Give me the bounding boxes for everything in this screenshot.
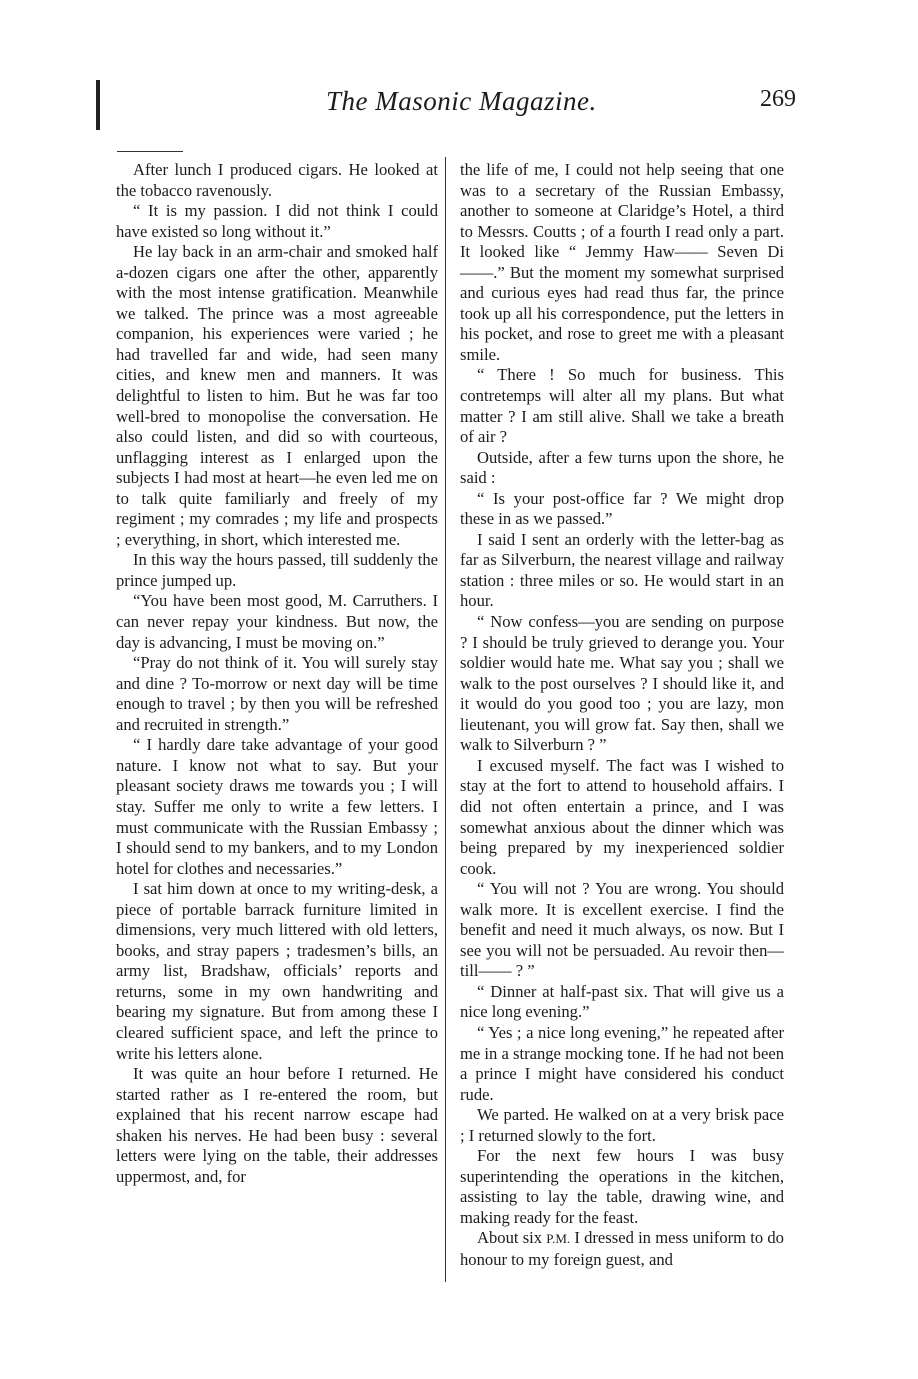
paragraph: “ Is your post-office far ? We might drop these in as we passed.”	[460, 488, 784, 529]
paragraph: He lay back in an arm-chair and smoked half a-dozen cigars one after the other, apparently with the most intense gratification. Meanwhile we talked. The prince was a most agreeable companion, his experiences were varied ; he had travelled far and wide, had seen many cities, and knew men and manners. It was delightful to listen to him. But he was far too well-bred to monopolise the conversation. He also could listen, and did so with courteous, unflagging interest as I enlarged upon the subjects I had most at heart—he even led me on to talk quite familiarly and freely of my regiment ; my comrades ; my life and prospects ; everything, in short, which interested me.	[116, 242, 438, 549]
paragraph: After lunch I produced cigars. He looked at the tobacco ravenously.	[116, 160, 438, 200]
paragraph: “ I hardly dare take advantage of your good nature. I know not what to say. But your pleasant society draws me towards you ; I will stay. Suffer me only to write a few letters. I must communicate with the Russian Embassy ; I should send to my bankers, and to my London hotel for clothes and necessaries.”	[116, 735, 438, 878]
running-head	[0, 80, 918, 120]
time-abbreviation: P.M.	[546, 1231, 571, 1247]
left-column	[116, 160, 438, 1187]
paragraph: In this way the hours passed, till suddenly the prince jumped up.	[116, 550, 438, 590]
text-fragment: About six	[477, 1228, 543, 1248]
paragraph: “You have been most good, M. Carruthers. I can never repay your kindness. But now, the day is advancing, I must be moving on.”	[116, 591, 438, 652]
paragraph: “Pray do not think of it. You will surely stay and dine ? To-morrow or next day will be time enough to travel ; by then you will be refreshed and recruited in strength.”	[116, 653, 438, 734]
paragraph: Outside, after a few turns upon the shore, he said :	[460, 447, 784, 488]
paragraph: “ Now confess—you are sending on purpose ? I should be truly grieved to derange you. Your soldier would hate me. What say you ; shall we walk to the post ourselves ? I should like it, and it would do you good too ; you are lazy, mon lieutenant, you will grow fat. Say then, shall we walk to Silverburn ? ”	[460, 612, 784, 755]
paragraph: I sat him down at once to my writing-desk, a piece of portable barrack furniture limited in dimensions, very much littered with old letters, books, and stray papers ; tradesmen’s bills, an army list, Bradshaw, officials’ reports and returns, some in my own handwriting and bearing my signature. But from among these I cleared sufficient space, and left the prince to write his letters alone.	[116, 879, 438, 1063]
header-rule	[117, 151, 183, 152]
page-number: 269	[760, 86, 796, 112]
paragraph: “ Dinner at half-past six. That will give us a nice long evening.”	[460, 981, 784, 1022]
paragraph: “ It is my passion. I did not think I could have existed so long without it.”	[116, 201, 438, 241]
paragraph: “ You will not ? You are wrong. You should walk more. It is excellent exercise. I find the benefit and need it much always, os now. But I see you will not be persuaded. Au revoir then—till—— ? ”	[460, 879, 784, 981]
column-divider	[445, 157, 446, 1282]
right-column	[460, 160, 784, 1271]
journal-title: The Masonic Magazine.	[326, 86, 597, 116]
paragraph: For the next few hours I was busy superintending the operations in the kitchen, assisting to lay the table, drawing wine, and making ready for the feast.	[460, 1146, 784, 1227]
text-fragment: I dressed in mess uniform to do honour to my foreign guest, and	[460, 1228, 784, 1269]
paragraph: “ Yes ; a nice long evening,” he repeated after me in a strange mocking tone. If he had not been a prince I might have considered his conduct rude.	[460, 1022, 784, 1104]
paragraph: “ There ! So much for business. This contretemps will alter all my plans. But what matter ? I am still alive. Shall we take a breath of air ?	[460, 365, 784, 447]
last-paragraph	[460, 1228, 784, 1270]
paragraph: I said I sent an orderly with the letter-bag as far as Silverburn, the nearest village and railway station : three miles or so. He would start in an hour.	[460, 529, 784, 611]
paragraph: It was quite an hour before I returned. He started rather as I re-entered the room, but explained that his recent narrow escape had shaken his nerves. He had been busy : several letters were lying on the table, their addresses uppermost, and, for	[116, 1064, 438, 1186]
paragraph: We parted. He walked on at a very brisk pace ; I returned slowly to the fort.	[460, 1105, 784, 1145]
continued-paragraph: the life of me, I could not help seeing that one was to a secretary of the Russian Embassy, another to someone at Claridge’s Hotel, a third to Messrs. Coutts ; of a fourth I read only a part. It looked like “ Jemmy Haw—— Seven Di——.” But the moment my somewhat surprised and curious eyes had read thus far, the prince took up all his correspondence, put the letters in his pocket, and rose to greet me with a pleasant smile.	[460, 160, 784, 364]
paragraph: I excused myself. The fact was I wished to stay at the fort to attend to household affairs. I did not often entertain a prince, and I was somewhat anxious about the dinner which was being prepared by my inexperienced soldier cook.	[460, 755, 784, 878]
